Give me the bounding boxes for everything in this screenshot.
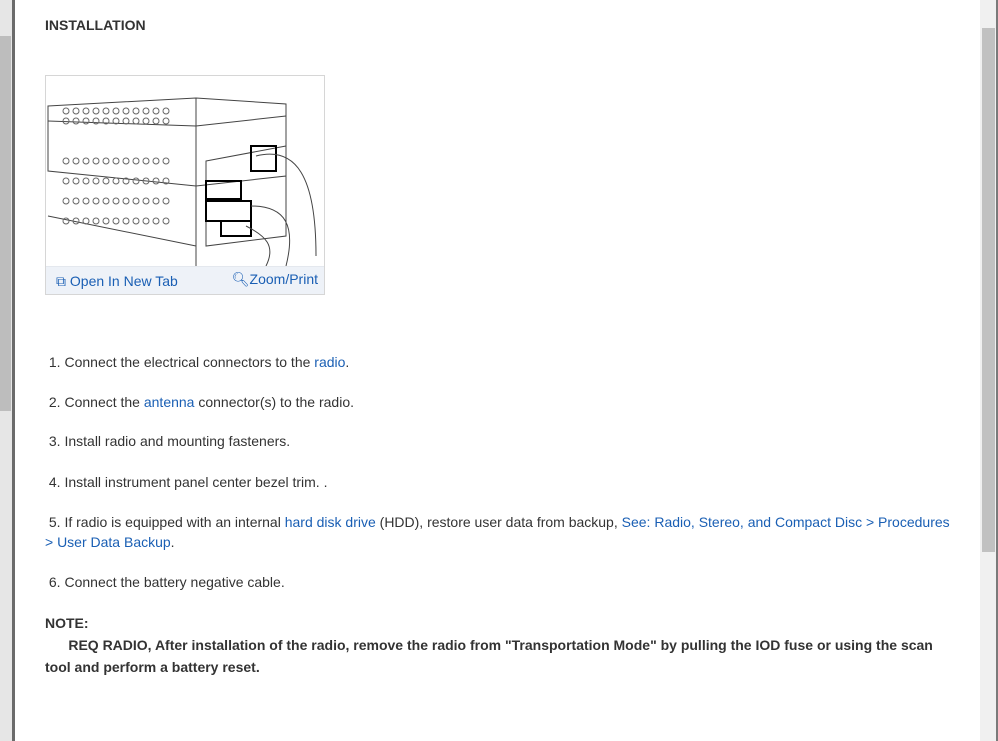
note-text: REQ RADIO, After installation of the radio, remove the radio from "Transportation Mode" by pulling the IOD fuse or using the scan tool and perform a battery reset.	[45, 637, 933, 675]
step-2: 2. Connect the antenna connector(s) to the radio.	[48, 394, 354, 410]
step-1: 1. Connect the electrical connectors to the radio.	[48, 354, 350, 370]
radio-diagram-image	[46, 76, 324, 266]
open-tab-icon: ⧉	[56, 273, 66, 289]
zoom-print-link[interactable]: 🔍︎Zoom/Print	[231, 271, 318, 287]
figure-toolbar	[46, 266, 324, 294]
zoom-icon: 🔍︎	[231, 271, 250, 287]
antenna-link[interactable]: antenna	[143, 394, 195, 410]
radio-illustration[interactable]	[45, 75, 325, 295]
hard-disk-drive-link[interactable]: hard disk drive	[284, 514, 376, 530]
dialog-border	[12, 0, 15, 741]
step-4: 4. Install instrument panel center bezel trim. .	[48, 474, 328, 490]
left-scrollbar-thumb[interactable]	[0, 36, 11, 411]
radio-link[interactable]: radio	[314, 354, 346, 370]
note-label: NOTE:	[45, 615, 89, 631]
section-heading: INSTALLATION	[45, 17, 146, 33]
step-3: 3. Install radio and mounting fasteners.	[48, 433, 291, 449]
open-in-new-tab-link[interactable]: ⧉ Open In New Tab	[56, 273, 178, 289]
scrollbar-thumb[interactable]	[982, 28, 995, 552]
step-6: 6. Connect the battery negative cable.	[48, 574, 285, 590]
note-block	[45, 612, 945, 678]
step-5: 5. If radio is equipped with an internal hard disk drive (HDD), restore user data from backup, See: Radio, Stereo, and Compact Disc > Procedures > User Data Backup.	[45, 514, 950, 550]
user-data-backup-link[interactable]: See: Radio, Stereo, and Compact Disc > Procedures > User Data Backup	[45, 514, 950, 550]
